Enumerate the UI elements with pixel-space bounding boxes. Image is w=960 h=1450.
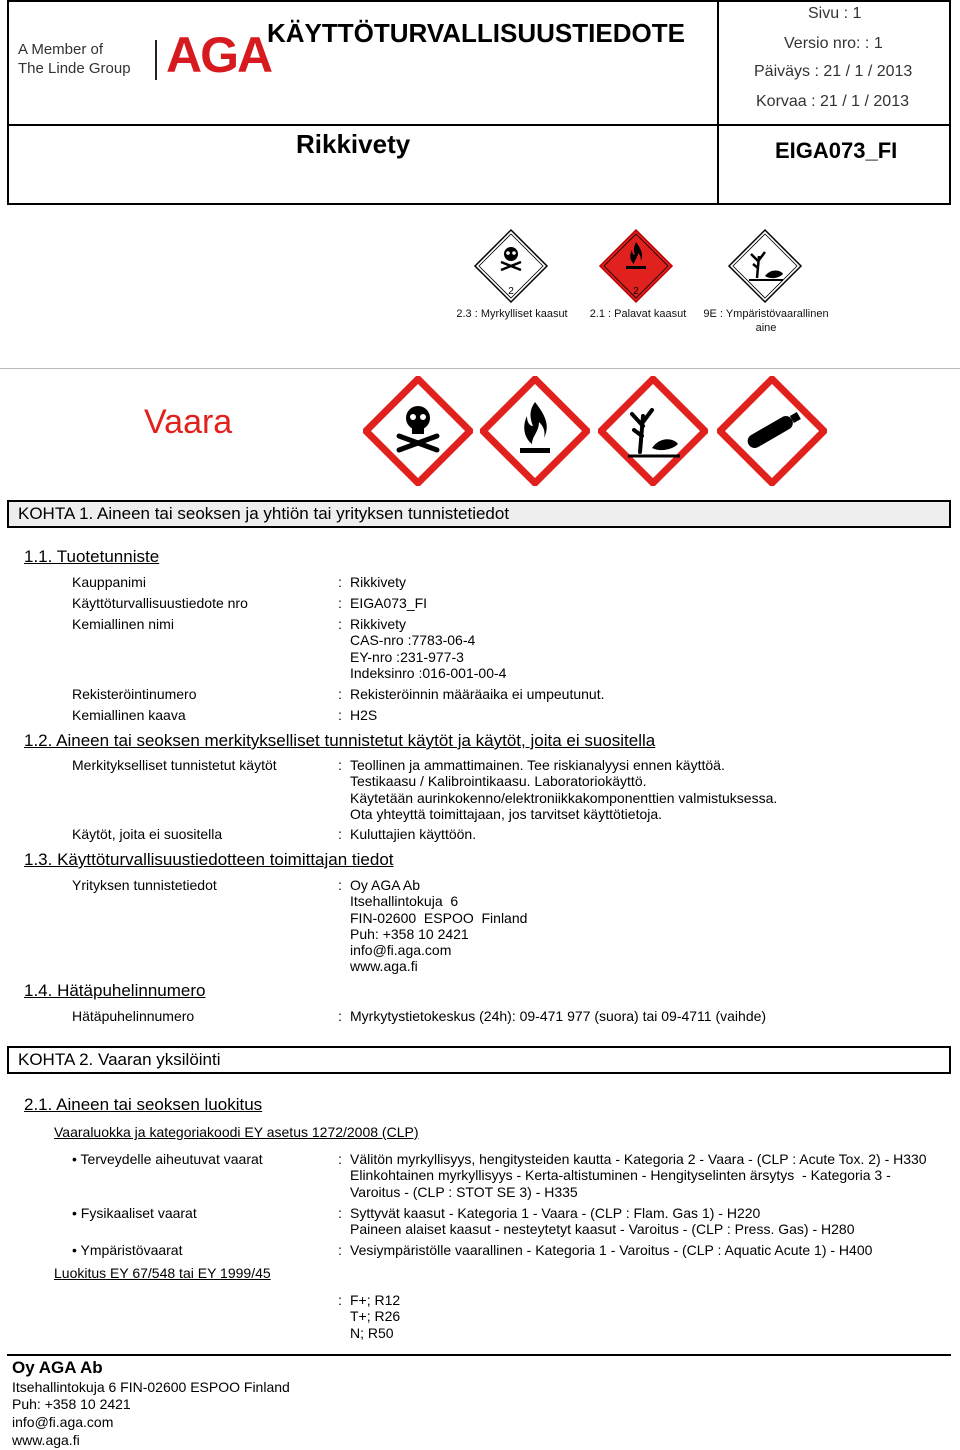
colon: : [338,1205,342,1221]
chemical-formula-value: H2S [350,707,378,723]
issue-date: Päiväys : 21 / 1 / 2013 [754,63,913,80]
colon: : [338,686,342,702]
trade-name-value: Rikkivety [350,574,407,590]
product-name: Rikkivety [296,129,411,159]
page-number: Sivu : 1 [808,5,862,22]
subsection-1-4: 1.4. Hätäpuhelinnumero [24,981,206,1000]
colon: : [338,877,342,893]
footer-phone: Puh: +358 10 2421 [12,1396,131,1412]
colon: : [338,595,342,611]
physical-hazards-value: Syttyvät kaasut - Kategoria 1 - Vaara - (CLP : Flam. Gas 1) - H220 Paineen alaiset kaasut - nesteytetyt kaasut - Varoitus - (CLP : Press. Gas) - H280 [350,1205,855,1238]
colon: : [338,1151,342,1167]
signal-word: Vaara [144,403,233,441]
chemical-name-label: Kemiallinen nimi [72,616,174,632]
footer-divider [7,1354,951,1356]
subsection-1-2: 1.2. Aineen tai seoksen merkitykselliset tunnistetut käytöt ja käytöt, joita ei suositella [24,731,656,750]
colon: : [338,616,342,632]
chemical-name-value: Rikkivety CAS-nro :7783-06-4 EY-nro :231-977-3 Indeksinro :016-001-00-4 [350,616,507,681]
footer-website[interactable]: www.aga.fi [12,1432,80,1448]
divider [0,368,960,369]
trade-name-label: Kauppanimi [72,574,146,590]
registration-number-label: Rekisteröintinumero [72,686,197,702]
replaces-date: Korvaa : 21 / 1 / 2013 [756,93,909,110]
identified-uses-label: Merkitykselliset tunnistetut käytöt [72,757,277,773]
tagline-line2: The Linde Group [18,60,131,77]
document-id: EIGA073_FI [775,138,898,163]
emergency-phone-label: Hätäpuhelinnumero [72,1008,195,1024]
colon: : [338,757,342,773]
header-divider-horizontal [9,124,949,126]
company-value: Oy AGA Ab Itsehallintokuja 6 FIN-02600 ESPOO Finland Puh: +358 10 2421 info@fi.aga.com www.aga.fi [350,877,528,975]
colon: : [338,1008,342,1024]
footer-email[interactable]: info@fi.aga.com [12,1414,114,1430]
environmental-hazards-value: Vesiympäristölle vaarallinen - Kategoria 1 - Varoitus - (CLP : Aquatic Acute 1) - H400 [350,1242,873,1258]
sds-number-label: Käyttöturvallisuustiedote nro [72,595,248,611]
uses-advised-against-label: Käytöt, joita ei suositella [72,826,223,842]
header-divider-vertical [717,2,719,205]
health-hazards-value: Välitön myrkyllisyys, hengitysteiden kautta - Kategoria 2 - Vaara - (CLP : Acute Tox. 2) - H330 Elinkohtainen myrkyllisyys - Kerta-altistuminen - Hengityselinten ärsytys - Kategoria 3 - Varoitus - (CLP : STOT SE 3) - H335 [350,1151,927,1200]
document-title: KÄYTTÖTURVALLISUUSTIEDOTE [267,18,685,48]
version-number: Versio nro: : 1 [784,35,883,52]
footer-address: Itsehallintokuja 6 FIN-02600 ESPOO Finland [12,1379,290,1395]
svg-text:2: 2 [633,286,639,297]
aga-logo: AGA [166,27,272,83]
subsection-1-3: 1.3. Käyttöturvallisuustiedotteen toimittajan tiedot [24,850,394,869]
company-label: Yrityksen tunnistetiedot [72,877,217,893]
chemical-formula-label: Kemiallinen kaava [72,707,186,723]
linde-group-tagline [18,40,131,78]
transport-caption-toxic: 2.3 : Myrkylliset kaasut [456,308,568,320]
footer-company: Oy AGA Ab [12,1358,103,1377]
subsection-2-1: 2.1. Aineen tai seoksen luokitus [24,1095,263,1114]
transport-caption-flammable: 2.1 : Palavat kaasut [589,308,687,320]
sds-number-value: EIGA073_FI [350,595,428,611]
emergency-phone-value: Myrkytystietokeskus (24h): 09-471 977 (suora) tai 09-4711 (vaihde) [350,1008,767,1024]
colon: : [338,574,342,590]
ghs-skull-crossbones-icon [363,376,473,486]
colon: : [338,826,342,842]
ghs-gas-cylinder-icon [717,376,827,486]
health-hazards-label: • Terveydelle aiheutuvat vaarat [72,1151,263,1167]
transport-caption-environment: 9E : Ympäristövaarallinen aine [703,308,829,334]
environmental-hazards-label: • Ympäristövaarat [72,1242,183,1258]
uses-advised-against-value: Kuluttajien käyttöön. [350,826,477,842]
skull-crossbones-icon [473,228,549,304]
colon: : [338,1242,342,1258]
identified-uses-value: Teollinen ja ammattimainen. Tee riskianalyysi ennen käyttöä. Testikaasu / Kalibrointikaasu. Laboratoriokäyttö. Käytetään aurinkokenno/elektroniikkakomponenttien valmistuksessa. Ota yhteyttä toimittajaan, jos tarvitset käyttötietoja. [350,757,778,822]
ghs-environment-icon [598,376,708,486]
flame-icon [598,228,674,304]
ghs-flame-icon [480,376,590,486]
logo-separator [155,40,157,80]
physical-hazards-label: • Fysikaaliset vaarat [72,1205,197,1221]
eu-classification-heading: Luokitus EY 67/548 tai EY 1999/45 [54,1265,271,1281]
transport-class-number: 2 [508,286,514,297]
colon: : [338,1292,342,1308]
subsection-1-1: 1.1. Tuotetunniste [24,547,160,566]
environment-icon [727,228,803,304]
section-2-header: KOHTA 2. Vaaran yksilöinti [7,1046,951,1074]
colon: : [338,707,342,723]
clp-heading: Vaaraluokka ja kategoriakoodi EY asetus 1272/2008 (CLP) [54,1124,419,1140]
eu-classification-value: F+; R12 T+; R26 N; R50 [350,1292,401,1341]
section-1-header: KOHTA 1. Aineen tai seoksen ja yhtiön tai yrityksen tunnistetiedot [7,500,951,528]
tagline-line1: A Member of [18,41,104,58]
registration-number-value: Rekisteröinnin määräaika ei umpeutunut. [350,686,605,702]
